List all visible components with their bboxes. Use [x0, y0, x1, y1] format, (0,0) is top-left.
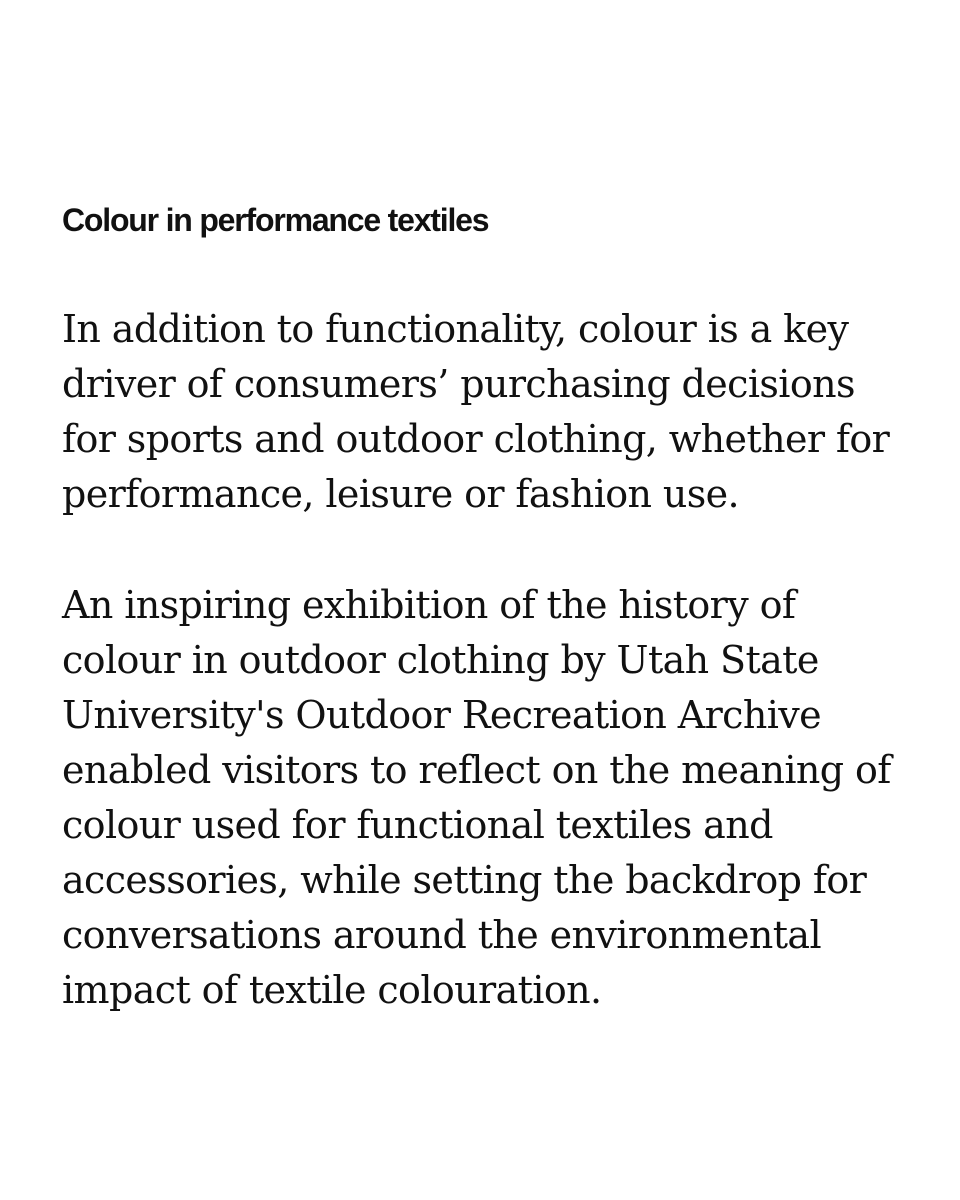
text-line: University's Outdoor Recreation Archive — [62, 693, 822, 737]
text-line: enabled visitors to reflect on the meaning of — [62, 748, 891, 792]
text-line: for sports and outdoor clothing, whether for — [62, 417, 890, 461]
section-heading: Colour in performance textiles — [62, 202, 489, 238]
text-line: colour in outdoor clothing by Utah State — [62, 638, 819, 682]
text-line: impact of textile colouration. — [62, 968, 602, 1012]
text-line: An inspiring exhibition of the history of — [62, 583, 796, 627]
text-line: conversations around the environmental — [62, 913, 822, 957]
text-line: In addition to functionality, colour is a key — [62, 307, 849, 351]
text-line: accessories, while setting the backdrop for — [62, 858, 867, 902]
text-line: driver of consumers’ purchasing decisions — [62, 362, 855, 406]
text-line: colour used for functional textiles and — [62, 803, 773, 847]
paragraph-exhibition — [62, 578, 891, 1018]
paragraph-functionality — [62, 302, 889, 522]
text-line: performance, leisure or fashion use. — [62, 472, 740, 516]
